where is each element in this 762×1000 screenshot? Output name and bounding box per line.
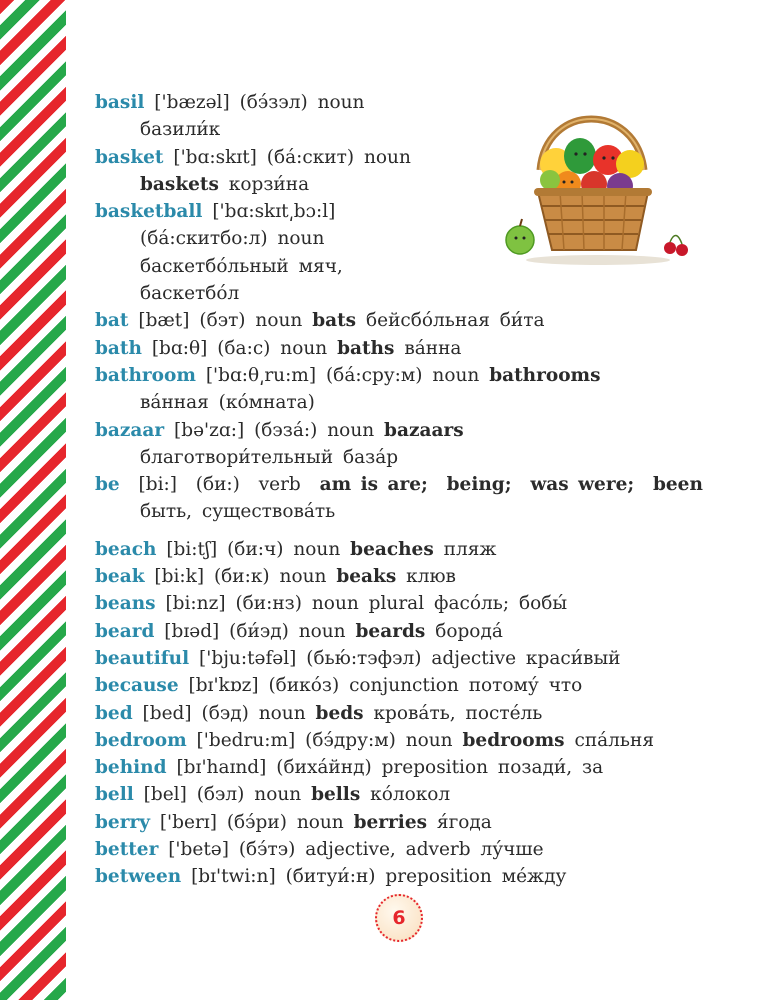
fruit-eye bbox=[583, 152, 586, 155]
entry-bathroom bbox=[95, 362, 715, 417]
basket-rim bbox=[534, 188, 652, 196]
translation: краси́вый bbox=[525, 647, 621, 669]
ipa: [bɪəd] bbox=[164, 620, 220, 642]
fruit-eye bbox=[563, 181, 566, 184]
fruit-eye bbox=[574, 152, 577, 155]
translation: пляж bbox=[443, 538, 497, 560]
verb-forms: am is are; bbox=[319, 474, 428, 496]
plural-form: bazaars bbox=[384, 419, 464, 441]
ipa: [bɪ'haɪnd] bbox=[176, 757, 267, 779]
headword: beak bbox=[95, 566, 145, 588]
part-of-speech: noun bbox=[296, 811, 344, 833]
pronunciation: (бэт) bbox=[199, 310, 246, 332]
translation: борода́ bbox=[435, 620, 503, 642]
part-of-speech: noun bbox=[279, 566, 327, 588]
pronunciation: (бэ́дру:м) bbox=[305, 729, 396, 751]
translation: ме́жду bbox=[501, 866, 567, 888]
part-of-speech: noun bbox=[298, 620, 346, 642]
headword: bedroom bbox=[95, 729, 187, 751]
headword: bathroom bbox=[95, 364, 196, 386]
headword: between bbox=[95, 866, 182, 888]
translation: спа́льня bbox=[574, 729, 654, 751]
part-of-speech: noun plural bbox=[311, 593, 425, 615]
page-number: 6 bbox=[375, 894, 423, 942]
translation: корзи́на bbox=[228, 173, 310, 195]
ipa: [bed] bbox=[142, 702, 192, 724]
fruit-eye bbox=[571, 181, 574, 184]
ipa: ['bɑ:skɪt͵bɔ:l] bbox=[212, 201, 336, 223]
part-of-speech: conjunction bbox=[349, 675, 459, 697]
pronunciation: (бэ́тэ) bbox=[238, 839, 296, 861]
plural-form: bathrooms bbox=[489, 364, 601, 386]
translation: баскетбо́л bbox=[140, 283, 240, 305]
plural-form: beds bbox=[315, 702, 364, 724]
ipa: ['bɑ:skɪt] bbox=[173, 146, 257, 168]
ipa: [bi:] bbox=[138, 474, 177, 496]
pronunciation: (ба:с) bbox=[217, 337, 271, 359]
pronunciation: (би́эд) bbox=[229, 620, 289, 642]
part-of-speech: noun bbox=[363, 146, 411, 168]
entry-be bbox=[95, 471, 715, 526]
verb-forms: being; bbox=[446, 474, 512, 496]
translation: ва́нная (ко́мната) bbox=[140, 392, 315, 414]
verb-forms: was were; bbox=[530, 474, 635, 496]
fruit-basket-illustration bbox=[498, 108, 694, 266]
ipa: [bi:nz] bbox=[165, 593, 226, 615]
part-of-speech: noun bbox=[432, 364, 480, 386]
part-of-speech: noun bbox=[293, 538, 341, 560]
part-of-speech: noun bbox=[280, 337, 328, 359]
plural-form: beards bbox=[355, 620, 426, 642]
pronunciation: (биха́йнд) bbox=[276, 757, 372, 779]
ipa: ['berɪ] bbox=[159, 811, 217, 833]
entry-bed bbox=[95, 700, 715, 727]
translation: благотвори́тельный база́р bbox=[140, 446, 399, 468]
ipa: [bæt] bbox=[138, 310, 190, 332]
part-of-speech: noun bbox=[327, 419, 375, 441]
entry-bazaar bbox=[95, 417, 715, 472]
entry-bedroom bbox=[95, 727, 715, 754]
headword: behind bbox=[95, 757, 167, 779]
part-of-speech: noun bbox=[277, 228, 325, 250]
ipa: [bɪ'kɒz] bbox=[188, 675, 259, 697]
basket-shadow bbox=[526, 255, 670, 265]
plural-form: beaches bbox=[350, 538, 434, 560]
decorative-stripe-border bbox=[0, 0, 66, 1000]
headword: basil bbox=[95, 92, 145, 113]
ipa: ['bedru:m] bbox=[196, 729, 296, 751]
fruit-eye bbox=[523, 237, 526, 240]
translation: крова́ть, посте́ль bbox=[373, 702, 543, 724]
part-of-speech: preposition bbox=[381, 757, 489, 779]
part-of-speech: noun bbox=[405, 729, 453, 751]
plural-form: bats bbox=[312, 310, 357, 332]
part-of-speech: noun bbox=[255, 310, 303, 332]
headword: be bbox=[95, 474, 120, 496]
entry-behind bbox=[95, 754, 715, 781]
translation: фасо́ль; бобы́ bbox=[434, 593, 568, 615]
translation: ва́нна bbox=[404, 337, 462, 359]
pronunciation: (бэл) bbox=[196, 784, 245, 806]
pronunciation: (би:к) bbox=[213, 566, 270, 588]
headword: beans bbox=[95, 593, 156, 615]
entry-berry bbox=[95, 809, 715, 836]
headword: bazaar bbox=[95, 419, 165, 441]
fruit-eye bbox=[515, 237, 518, 240]
headword: bed bbox=[95, 702, 133, 724]
translation: лу́чше bbox=[480, 839, 544, 861]
translation: клюв bbox=[406, 566, 456, 588]
translation: позади́, за bbox=[497, 757, 604, 779]
pronunciation: (бэ́зэл) bbox=[239, 92, 308, 113]
translation: баскетбо́льный мяч, bbox=[140, 255, 343, 277]
headword: because bbox=[95, 675, 179, 697]
fruit-lime bbox=[540, 170, 560, 190]
headword: bell bbox=[95, 784, 134, 806]
fruit-eye bbox=[602, 156, 605, 159]
headword: better bbox=[95, 839, 159, 861]
verb-forms: been bbox=[652, 474, 703, 496]
part-of-speech: noun bbox=[317, 92, 365, 113]
entry-bell bbox=[95, 781, 715, 808]
headword: beautiful bbox=[95, 647, 190, 669]
headword: basket bbox=[95, 146, 164, 168]
ipa: [bə'zɑ:] bbox=[174, 419, 245, 441]
entry-beans bbox=[95, 590, 715, 617]
fruit-cherry bbox=[664, 242, 676, 254]
translation: быть, существова́ть bbox=[140, 501, 336, 523]
translation: ко́локол bbox=[370, 784, 451, 806]
entry-beach bbox=[95, 536, 715, 563]
ipa: [bɪ'twi:n] bbox=[191, 866, 276, 888]
plural-form: baskets bbox=[140, 173, 219, 195]
headword: basketball bbox=[95, 201, 203, 223]
headword: bath bbox=[95, 337, 142, 359]
plural-form: bells bbox=[311, 784, 361, 806]
ipa: [bɑ:θ] bbox=[151, 337, 208, 359]
ipa: [bel] bbox=[143, 784, 187, 806]
entry-bath bbox=[95, 335, 715, 362]
translation: базили́к bbox=[140, 119, 221, 141]
pronunciation: (бэ́ри) bbox=[226, 811, 287, 833]
fruit-watermelon bbox=[564, 138, 596, 174]
entry-because bbox=[95, 672, 715, 699]
translation: я́года bbox=[436, 811, 492, 833]
pronunciation: (ба́:скит) bbox=[266, 146, 355, 168]
pronunciation: (би:) bbox=[195, 474, 240, 496]
plural-form: beaks bbox=[336, 566, 397, 588]
pronunciation: (ба́:сру:м) bbox=[325, 364, 423, 386]
headword: bat bbox=[95, 310, 129, 332]
ipa: ['bju:təfəl] bbox=[199, 647, 297, 669]
ipa: ['bɑ:θ͵ru:m] bbox=[205, 364, 317, 386]
translation: потому́ что bbox=[468, 675, 583, 697]
entry-beautiful bbox=[95, 645, 715, 672]
pronunciation: (ба́:скитбо:л) bbox=[140, 228, 268, 250]
entry-beak bbox=[95, 563, 715, 590]
part-of-speech: adjective bbox=[431, 647, 517, 669]
plural-form: baths bbox=[337, 337, 395, 359]
ipa: ['betə] bbox=[168, 839, 229, 861]
entry-between bbox=[95, 863, 715, 890]
ipa: [bi:k] bbox=[154, 566, 205, 588]
pronunciation: (бью́:тэфэл) bbox=[306, 647, 422, 669]
entry-better bbox=[95, 836, 715, 863]
pronunciation: (би:ч) bbox=[227, 538, 284, 560]
pronunciation: (би:нз) bbox=[235, 593, 302, 615]
ipa: ['bæzəl] bbox=[154, 92, 230, 113]
fruit-eye bbox=[611, 156, 614, 159]
pronunciation: (бэза́:) bbox=[254, 419, 318, 441]
fruit-cherry bbox=[676, 244, 688, 256]
translation: бейсбо́льная би́та bbox=[365, 310, 545, 332]
ipa: [bi:tʃ] bbox=[166, 538, 218, 560]
plural-form: bedrooms bbox=[462, 729, 565, 751]
entry-beard bbox=[95, 618, 715, 645]
pronunciation: (бико́з) bbox=[268, 675, 340, 697]
part-of-speech: noun bbox=[254, 784, 302, 806]
part-of-speech: preposition bbox=[385, 866, 492, 888]
pronunciation: (битуи́:н) bbox=[285, 866, 376, 888]
part-of-speech: verb bbox=[258, 474, 301, 496]
plural-form: berries bbox=[353, 811, 428, 833]
apple-stem bbox=[520, 219, 522, 226]
headword: berry bbox=[95, 811, 150, 833]
part-of-speech: noun bbox=[258, 702, 306, 724]
pronunciation: (бэд) bbox=[201, 702, 249, 724]
entry-bat bbox=[95, 307, 715, 334]
part-of-speech: adjective, adverb bbox=[305, 839, 471, 861]
headword: beard bbox=[95, 620, 155, 642]
fruit-apple bbox=[506, 226, 534, 254]
headword: beach bbox=[95, 538, 157, 560]
